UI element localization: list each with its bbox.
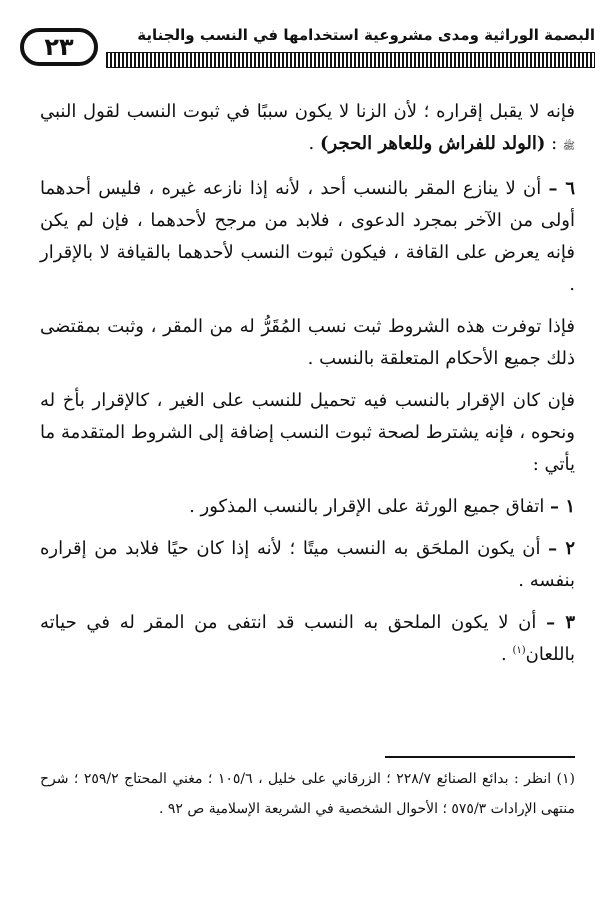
paragraph-1: فإنه لا يقبل إقراره ؛ لأن الزنا لا يكون سببًا في ثبوت النسب لقول النبي ﷺ : (الولد للفراش وللعاهر الحجر) . <box>40 101 575 154</box>
page-number-badge: ٢٣ <box>20 28 98 66</box>
item-number: ٢ – <box>548 538 575 559</box>
footnote-reference: (١) <box>512 645 526 656</box>
item-number: ٣ – <box>546 612 575 633</box>
footnote-separator <box>385 756 575 758</box>
item-number: ١ – <box>550 496 575 517</box>
paragraph-4: فإن كان الإقرار بالنسب فيه تحميل للنسب على الغير ، كالإقرار بأخ له ونحوه ، فإنه يشترط لصحة ثبوت النسب إضافة إلى الشروط المتقدمة ما يأتي : <box>40 390 575 475</box>
list-item-2: ٢ – أن يكون الملحَق به النسب ميتًا ؛ لأنه إذا كان حيًا فلابد من إقراره بنفسه . <box>40 538 575 591</box>
condition-number: ٦ – <box>548 178 575 199</box>
list-item-3: ٣ – أن لا يكون الملحق به النسب قد انتفى من المقر له في حياته باللعان$^{(١)}$ . <box>40 612 575 665</box>
paragraph-3: فإذا توفرت هذه الشروط ثبت نسب المُقَرُّ له من المقر ، وثبت بمقتضى ذلك جميع الأحكام المتعلقة بالنسب . <box>40 316 575 369</box>
list-item-1: ١ – اتفاق جميع الورثة على الإقرار بالنسب المذكور . <box>189 496 575 517</box>
header-hatch-rule <box>106 52 595 68</box>
footnote-1: (١) انظر : بدائع الصنائع ٢٢٨/٧ ؛ الزرقاني على خليل ، ١٠٥/٦ ؛ مغني المحتاج ٢٥٩/٢ ؛ شرح منتهى الإرادات ٥٧٥/٣ ؛ الأحوال الشخصية في الشريعة الإسلامية ص ٩٢ . <box>40 771 576 817</box>
footnotes <box>40 764 575 824</box>
page-header <box>20 22 595 70</box>
honorific-symbol: ﷺ <box>562 141 575 152</box>
main-text <box>40 96 575 681</box>
paragraph-condition-6: ٦ – أن لا ينازع المقر بالنسب أحد ، لأنه إذا نازعه غيره ، فليس أحدهما أولى من الآخر بمجرد الدعوى ، فلابد من مرجح لأحدهما ، فإن لم يكن فإنه يعرض على القافة ، فيكون ثبوت النسب لأحدهما بالقيافة لا بالإقرار . <box>40 178 575 295</box>
hadith-quote: (الولد للفراش وللعاهر الحجر) <box>320 133 546 154</box>
running-title: البصمة الوراثية ومدى مشروعية استخدامها في النسب والجناية <box>137 26 595 44</box>
